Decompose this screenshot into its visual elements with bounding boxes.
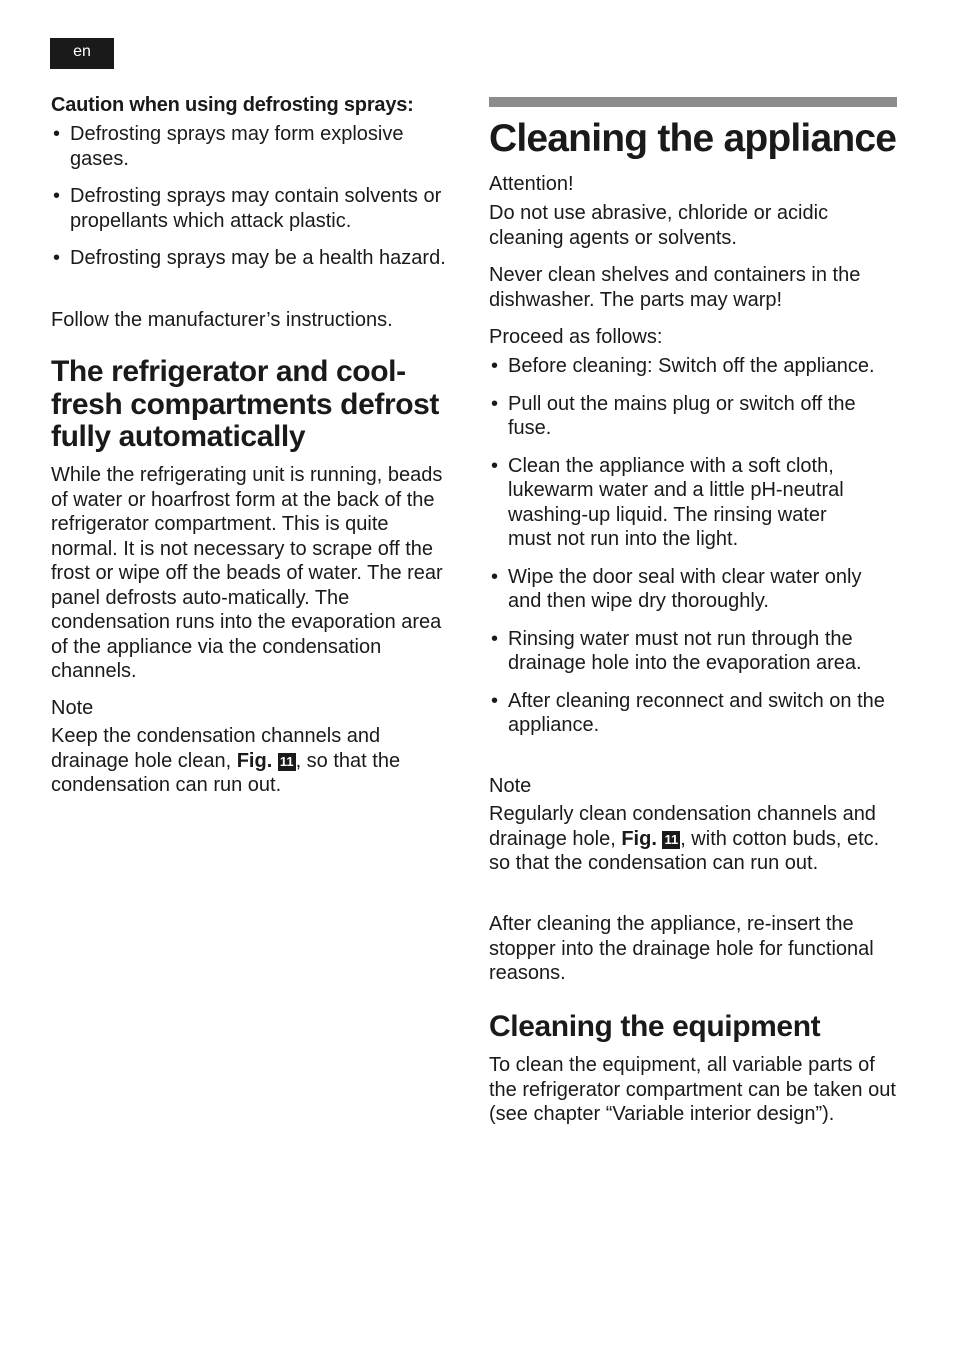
list-item: • After cleaning reconnect and switch on the appliance. [489, 689, 899, 738]
defrost-paragraph: While the refrigerating unit is running, beads of water or hoarfrost form at the back of the refrigerator compartment. This is quite normal. It is not necessary to scrape off the frost or wipe off the beads of water. The rear panel defrosts auto-matically. The condensation runs into the evaporation area of the appliance via the condensation channels. [51, 464, 443, 682]
figure-number-badge: 11 [279, 753, 294, 769]
defrost-note-text [51, 724, 451, 798]
caution-list [51, 122, 461, 271]
cleaning-note-text [489, 802, 889, 876]
list-item: • Before cleaning: Switch off the appliance. [489, 354, 899, 379]
note-text-part: , so that the condensation can run out. [51, 749, 401, 796]
defrost-note-heading: Note [51, 697, 94, 719]
attention-text-1: Do not use abrasive, chloride or acidic cleaning agents or solvents. [489, 202, 829, 249]
after-cleaning-text: After cleaning the appliance, re-insert the stopper into the drainage hole for functional reasons. [489, 913, 874, 984]
cleaning-note-heading: Note [489, 775, 532, 797]
list-item: • Defrosting sprays may form explosive gases. [51, 122, 461, 171]
list-item: • Clean the appliance with a soft cloth, lukewarm water and a little pH-neutral washing-up liquid. The rinsing water must not run into the light. [489, 454, 899, 552]
proceed-heading: Proceed as follows: [489, 326, 663, 348]
figure-reference-label: Fig. [236, 749, 273, 772]
cleaning-steps-list [489, 354, 899, 738]
language-tab: en [50, 38, 114, 69]
follow-instructions-text: Follow the manufacturer’s instructions. [51, 309, 393, 331]
list-item: • Defrosting sprays may be a health hazard. [51, 246, 461, 271]
figure-reference-label: Fig. [621, 827, 657, 850]
list-item: • Defrosting sprays may contain solvents or propellants which attack plastic. [51, 184, 461, 233]
page-title: Cleaning the appliance [489, 117, 897, 160]
defrost-section-heading: The refrigerator and cool-fresh compartments defrost fully automatically [51, 355, 440, 453]
note-text-part: , with cotton buds, etc. so that the condensation can run out. [489, 827, 880, 874]
figure-number-badge: 11 [664, 831, 679, 847]
attention-heading: Attention! [489, 173, 574, 195]
note-text-part: Keep the condensation channels and drainage hole clean, [51, 725, 381, 772]
equipment-text: To clean the equipment, all variable parts of the refrigerator compartment can be taken out (see chapter “Variable interior design”). [489, 1054, 896, 1125]
note-text-part: Regularly clean condensation channels and drainage hole, [489, 803, 876, 850]
list-item: • Rinsing water must not run through the drainage hole into the evaporation area. [489, 627, 899, 676]
caution-heading: Caution when using defrosting sprays: [51, 94, 414, 116]
list-item: • Pull out the mains plug or switch off the fuse. [489, 392, 899, 441]
section-divider [489, 97, 897, 107]
equipment-section-heading: Cleaning the equipment [489, 1010, 821, 1043]
list-item: • Wipe the door seal with clear water only and then wipe dry thoroughly. [489, 565, 899, 614]
attention-text-2: Never clean shelves and containers in the dishwasher. The parts may warp! [489, 264, 861, 311]
